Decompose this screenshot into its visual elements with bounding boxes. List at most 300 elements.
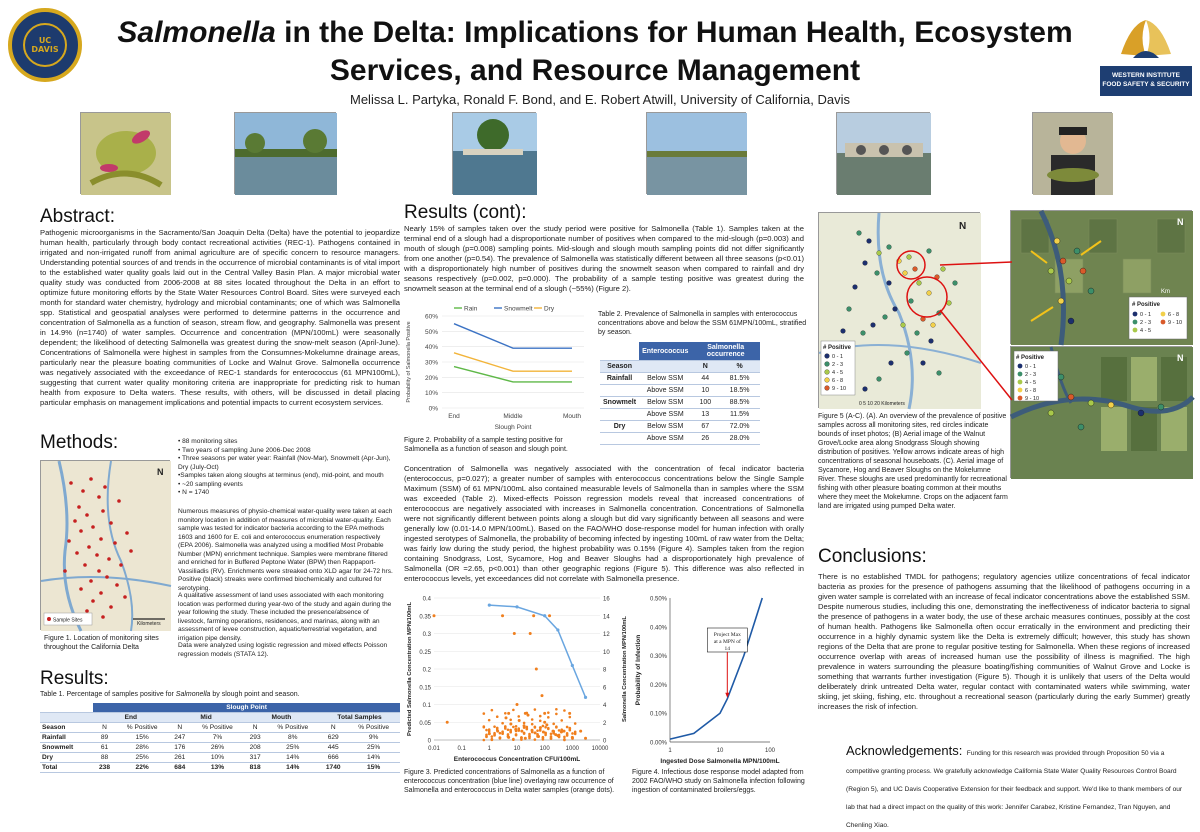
raw-sample-dot: [504, 716, 507, 719]
raw-sample-dot: [547, 728, 550, 731]
authors: Melissa L. Partyka, Ronald F. Bond, and E. Robert Atwill, University of California, Davis: [350, 92, 850, 107]
site-prevalence-marker: [913, 267, 918, 272]
raw-sample-dot: [534, 731, 537, 734]
table2-enterococcus-header: Enterococcus: [639, 342, 691, 361]
raw-sample-dot: [488, 730, 491, 733]
raw-sample-dot: [555, 708, 558, 711]
predicted-point: [515, 605, 518, 608]
raw-sample-dot: [493, 725, 496, 728]
raw-sample-dot: [529, 632, 532, 635]
y-axis-label: Predicted Salmonella Concentration MPN/100mL: [407, 601, 413, 737]
raw-sample-dot: [547, 711, 550, 714]
y-tick-label: 0.15: [419, 685, 431, 692]
raw-sample-dot: [560, 719, 563, 722]
raw-sample-dot: [560, 730, 563, 733]
methods-heading: Methods:: [40, 432, 119, 453]
raw-sample-dot: [491, 709, 494, 712]
raw-sample-dot: [483, 739, 486, 742]
y-tick-label: 30%: [424, 359, 438, 367]
farm-field: [1101, 407, 1127, 451]
raw-sample-dot: [552, 723, 555, 726]
y-axis-label: Probability of Salmonella Positive: [406, 321, 412, 403]
legend-label: 9 - 10: [1025, 396, 1040, 402]
site-prevalence-marker: [1054, 238, 1060, 244]
y-tick-label: 0.40%: [649, 625, 667, 632]
raw-sample-dot: [504, 712, 507, 715]
y-tick-label: 20%: [424, 374, 438, 382]
site-prevalence-marker: [907, 255, 912, 260]
raw-sample-dot: [558, 736, 561, 739]
sample-site-marker: [63, 569, 67, 573]
y2-tick-label: 12: [603, 632, 610, 638]
sample-site-marker: [109, 521, 113, 525]
raw-sample-dot: [517, 715, 520, 718]
raw-sample-dot: [520, 738, 523, 741]
raw-sample-dot: [535, 668, 538, 671]
site-prevalence-marker: [915, 331, 920, 336]
y-tick-label: 0.20%: [649, 682, 667, 689]
raw-sample-dot: [523, 732, 526, 735]
conclusions-text: There is no established TMDL for pathogens; regulatory agencies utilize concentrations of fecal indicator bacteria as proxies for the presence of pathogens assuming that the likelihood of pathogens occurring in a given water sample is correlated with an increase of fecal indicator concentrations above the established SSM. Despite numerous studies, including this one, demonstrating the ineffectiveness of indicator bacteria to signal the presence of pathogens in a water body, the use of these archaic measures continues, possibly at the cost of human health. Pathogens like Salmonella often occur erratically in the environment and predicting their occurrence in a highly dynamic system like the Delta is extremely difficult; however, this study has shown regions of the Delta that are prone to regular positive testing for Salmonella. When these regions of increased occurrence overlap with areas of increased human use the possibility of illness is magnified. The high prevalence in waters surrounding the pleasure boating/fishing communities of Walnut Grove and Locke is something that warrants further investigation (Figure 5). Though it is unlikely that users of the Delta would deliberately drink untreated Delta water, regular contact with contaminated waters while swimming, water skiing, jet skiing, fishing, etc. throughout a recreational season (particularly during the early Summer) greatly increases the risk of infection.: [818, 572, 1190, 711]
raw-sample-dot: [563, 709, 566, 712]
predicted-point: [543, 614, 546, 617]
table2: [600, 342, 760, 445]
raw-sample-dot: [516, 703, 519, 706]
figure4-caption: Figure 4. Infectious dose response model adapted from 2002 FAO/WHO study on Salmonella infection following ingestion of contaminated broilers/eggs.: [632, 769, 805, 794]
table-row: Dry 88 25% 261 10% 317 14% 666 14%: [40, 753, 400, 763]
legend-label: Dry: [544, 305, 555, 313]
north-arrow-icon: N: [1177, 217, 1184, 227]
raw-sample-dot: [509, 731, 512, 734]
raw-sample-dot: [515, 734, 518, 737]
sample-site-marker: [91, 525, 95, 529]
site-prevalence-marker: [861, 331, 866, 336]
site-prevalence-marker: [887, 281, 892, 286]
y-tick-label: 0: [427, 738, 431, 745]
table2-subheader-row: Season N %: [600, 361, 760, 373]
raw-sample-dot: [558, 729, 561, 732]
methods-para-1: Numerous measures of physio-chemical water-quality were taken at each monitory location in addition of measures of microbial water-quality. Each sample was tested for indicator bacteria according to the EPA methods 1603 and 1600 for E. coli and enterococcus enumeration respectively (EPA 2006). Salmonella was analyzed using a modified Most Probable Number (MPN) enrichment technique. Samples were membrane filtered and enriched for in Buffered Peptone Water (BPW) then Rappaport-Vassiliadis (RV). Enrichments were streaked onto XLD agar for 24-72 hrs. Positive (black) streaks were confirmed biochemically and cultured for serotyping.: [178, 508, 393, 592]
table-row: Rainfall Below SSM 44 81.5%: [600, 373, 760, 385]
raw-sample-dot: [574, 722, 577, 725]
x-tick-label: Middle: [503, 413, 523, 420]
sample-site-marker: [69, 481, 73, 485]
figure2-chart: [404, 300, 596, 432]
site-prevalence-marker: [1068, 394, 1074, 400]
x-tick-label: 0.01: [428, 746, 440, 752]
annotation-line: 14: [724, 646, 731, 652]
figure5c-aerial-mokelumne: [1010, 346, 1192, 478]
legend-label: 4 - 5: [1140, 328, 1152, 334]
y-axis-label: Probability of Infection: [635, 634, 642, 706]
annotation-line: at a MPN of: [713, 639, 741, 645]
sample-site-marker: [105, 575, 109, 579]
scale-label: 0 5 10 20 Kilometers: [859, 401, 905, 407]
site-prevalence-marker: [863, 387, 868, 392]
y2-tick-label: 10: [603, 649, 610, 656]
raw-sample-dot: [571, 737, 574, 740]
methods-para-2: A qualitative assessment of land uses associated with each monitoring location was performed during year-two of the study and again during the year following the study. These included the presence/absence of livestock, farming operations, residences, and marinas, along with an assessment of levee construction, aquatic/terrestrial vegetation, and irrigation pipe density.: [178, 592, 392, 642]
scale-label: Km: [1161, 289, 1170, 295]
y2-axis-label: Salmonella Concentration MPN/100mL: [622, 616, 628, 722]
raw-sample-dot: [446, 721, 449, 724]
raw-sample-dot: [539, 729, 542, 732]
site-prevalence-marker: [1088, 288, 1094, 294]
raw-sample-dot: [501, 732, 504, 735]
uc-davis-seal-logo: UC DAVIS: [8, 8, 82, 82]
sample-site-marker: [83, 563, 87, 567]
farm-field: [1161, 407, 1187, 451]
site-prevalence-marker: [1068, 318, 1074, 324]
raw-sample-dot: [509, 723, 512, 726]
sample-site-marker: [81, 489, 85, 493]
raw-sample-dot: [547, 716, 550, 719]
raw-sample-dot: [543, 721, 546, 724]
farm-field: [1131, 357, 1157, 401]
salmonella-micrograph-photo: [80, 112, 170, 194]
legend-label: 9 - 10: [1168, 320, 1183, 326]
raw-sample-dot: [566, 734, 569, 737]
raw-sample-dot: [544, 726, 547, 729]
legend-label: 0 - 1: [832, 354, 844, 360]
site-prevalence-marker: [927, 291, 932, 296]
table-row-total: Total 238 22% 684 13% 818 14% 1740 15%: [40, 763, 400, 773]
x-tick-label: 10000: [591, 746, 609, 752]
raw-sample-dot: [552, 732, 555, 735]
figure3-caption: Figure 3. Predicted concentrations of Salmonella as a function of enterococcus concentration (blue line) overlaying raw occurrence of Salmonella and enterococcus in Delta water samples (orange dots).: [404, 769, 615, 794]
raw-sample-dot: [536, 729, 539, 732]
monitoring-sites-map: [40, 460, 170, 630]
raw-sample-dot: [568, 712, 571, 715]
legend-title: # Positive: [823, 345, 852, 351]
figure5-caption: Figure 5 (A-C). (A). An overview of the prevalence of positive samples across all monitoring sites, red circles indicate bounds of inset photos; (B) Aerial image of the Walnut Grove/Locke area along Snodgrass Slough showing distribution of positives. Yellow arrows indicate areas of high concentrations of seasonal houseboats. (C). Aerial image of Sycamore, Hog and Beaver Sloughs on the Mokelumne River. These sloughs are used predominantly for recreational fishing with other pleasure boating common at their mouths where they meet the Mokelumne. Crops on the adjacent farm land are irrigated using pumped Delta water.: [818, 413, 1008, 510]
figure3-chart: [404, 590, 632, 776]
site-prevalence-marker: [889, 361, 894, 366]
raw-sample-dot: [499, 737, 502, 740]
y-tick-label: 0.4: [422, 596, 431, 603]
conclusions-heading: Conclusions:: [818, 546, 927, 567]
legend-swatch: [825, 362, 830, 367]
legend-title: # Positive: [1016, 355, 1045, 361]
legend-label: 0 - 1: [1025, 364, 1037, 370]
x-tick-label: 10: [716, 748, 724, 754]
y-tick-label: 0.25: [419, 649, 431, 656]
acknowledgements-heading: Acknowledgements:: [846, 743, 963, 758]
raw-sample-dot: [542, 738, 545, 741]
legend-swatch: [1161, 320, 1166, 325]
legend-swatch: [825, 386, 830, 391]
site-prevalence-marker: [871, 323, 876, 328]
site-prevalence-marker: [1058, 298, 1064, 304]
table-row: Rainfall 89 15% 247 7% 293 8% 629 9%: [40, 733, 400, 743]
raw-sample-dot: [548, 614, 551, 617]
sample-site-marker: [97, 495, 101, 499]
site-prevalence-marker: [927, 249, 932, 254]
raw-sample-dot: [496, 715, 499, 718]
results-cont-para-1: Nearly 15% of samples taken over the study period were positive for Salmonella (Table 1). Samples taken at the terminal end of a slough had a disproportionate number of positives when compared to the mid-slough (p=0.003) and mouth of slough (p=0.008) sampling points. Mid-slough and slough mouth sampling points did not differ significantly from one another (p=0.54). The prevalence of Salmonella was statistically different between all three seasons (p<0.01) with a disproportionately high number of positives during the snowmelt season when compared to rainfall and dry seasons respectively (p=0.002, p=0.000). The probability of a sample testing positive was greatest during the snowmelt season at the terminal end of a slough (~55%) (Figure 2).: [404, 224, 804, 293]
legend-swatch: [1133, 320, 1138, 325]
site-prevalence-marker: [929, 339, 934, 344]
x-tick-label: 0.1: [457, 746, 466, 752]
figure2-caption: Figure 2. Probability of a sample testing positive for Salmonella as a function of season and slough point.: [404, 437, 568, 453]
y-tick-label: 0.2: [422, 667, 431, 674]
raw-sample-dot: [534, 726, 537, 729]
raw-sample-dot: [543, 712, 546, 715]
raw-sample-dot: [566, 726, 569, 729]
legend-swatch: [1133, 312, 1138, 317]
sample-site-marker: [97, 569, 101, 573]
site-prevalence-marker: [1058, 374, 1064, 380]
sample-site-marker: [107, 557, 111, 561]
table-row: Above SSM 10 18.5%: [600, 385, 760, 397]
sample-site-marker: [89, 477, 93, 481]
raw-sample-dot: [493, 734, 496, 737]
y-tick-label: 60%: [424, 313, 438, 321]
raw-sample-dot: [520, 730, 523, 733]
y2-tick-label: 6: [603, 685, 607, 692]
methods-bullet: • N = 1740: [178, 489, 210, 496]
methods-bullet: •Samples taken along sloughs at terminus (end), mid-point, and mouth: [178, 472, 384, 479]
raw-sample-dot: [563, 739, 566, 742]
sample-site-marker: [99, 591, 103, 595]
map-legend-sites-label: Sample Sites: [53, 617, 83, 624]
raw-sample-dot: [491, 735, 494, 738]
sample-site-marker: [85, 609, 89, 613]
y2-tick-label: 16: [603, 596, 610, 603]
sample-site-marker: [103, 485, 107, 489]
raw-sample-dot: [512, 709, 515, 712]
raw-sample-dot: [523, 726, 526, 729]
legend-swatch: [1133, 328, 1138, 333]
raw-sample-dot: [518, 719, 521, 722]
poster-title: Salmonella in the Delta: Implications for Human Health, Ecosystem Services, and Resource Management: [117, 16, 1073, 87]
raw-sample-dot: [507, 733, 510, 736]
sample-site-marker: [73, 519, 77, 523]
raw-sample-dot: [563, 736, 566, 739]
methods-bullets: [178, 438, 393, 498]
site-prevalence-marker: [1060, 258, 1066, 264]
delta-river-photo: [646, 112, 746, 194]
raw-sample-dot: [501, 614, 504, 617]
y2-tick-label: 14: [603, 614, 610, 621]
sample-site-marker: [79, 587, 83, 591]
farm-field: [1161, 357, 1187, 401]
legend-label: 2 - 3: [1025, 372, 1037, 378]
site-prevalence-marker: [1108, 402, 1114, 408]
series-line-rain: [454, 367, 572, 382]
table1: [40, 703, 400, 773]
table-row: Dry Below SSM 67 72.0%: [600, 421, 760, 433]
x-axis-label: Ingested Dose Salmonella MPN/100mL: [660, 758, 780, 765]
sample-site-marker: [101, 615, 105, 619]
sample-site-marker: [129, 549, 133, 553]
site-prevalence-marker: [875, 271, 880, 276]
site-prevalence-marker: [1158, 404, 1164, 410]
farm-field: [1089, 219, 1117, 253]
raw-sample-dot: [571, 732, 574, 735]
dose-response-curve: [670, 598, 762, 739]
site-prevalence-marker: [1138, 410, 1144, 416]
raw-sample-dot: [499, 732, 502, 735]
results-cont-para-2: Concentration of Salmonella was negatively associated with the concentration of fecal indicator bacteria (enterococcus, p=0.027); a greater number of samples with enterococcus concentrations below the Single Sample Maximum (SSM) of 61 MPN/100mL also contained measurable levels of Salmonella than in samples where the SSM was exceeded (Table 2). Mixed-effects Poisson regression models reveal that increased concentrations of enterococcus are negatively associated with increases in Salmonella concentration. Concentrations of Salmonella were not significantly different between points along a slough but did vary significantly between all seasons and were generally low (0.01-14.0 MPN/100mL). Based on the FAO/WHO dose-response model for human infection with orally ingested serotypes of Salmonella, the probability of becoming infected by ingesting 100mL of raw water from the Delta; was fairly low during the study period, the highest probability was 0.15% (Figure 4). Samples taken from the region containing Snodgrass, Lost, Sycamore, Hog and Beaver Sloughs had a disproportionately high prevalence of Salmonella (OR =2.65, p<0.001) than other geographic regions (Figure 5). This difference was also reflected in enterococcus levels, yet exceedances did not correlate with Salmonella presence.: [404, 464, 804, 583]
site-prevalence-marker: [841, 329, 846, 334]
sample-site-marker: [109, 605, 113, 609]
raw-sample-dot: [526, 728, 529, 731]
methods-bullet: • 88 monitoring sites: [178, 438, 238, 445]
sample-site-marker: [75, 551, 79, 555]
raw-sample-dot: [483, 712, 486, 715]
y2-tick-label: 2: [603, 720, 607, 727]
sample-site-marker: [125, 531, 129, 535]
raw-sample-dot: [524, 737, 527, 740]
table-row: Above SSM 26 28.0%: [600, 433, 760, 445]
figure4-chart: [632, 590, 808, 766]
acknowledgements-text: Funding for this research was provided through Proposition 50 via a competitive granting process. We gratefully acknowledge California State Water Quality Resources Control Board (Region 5), and UC Davis Cooperative Extension for their feedback and support. We'd like to thank members of our lab that had a direct impact on the quality of this work: Jennifer Carabez, Kristine Fernandez, Tran Nguyen, and Chenling Xiao.: [846, 750, 1183, 829]
angler-with-fish-photo: [1032, 112, 1112, 194]
raw-sample-dot: [523, 722, 526, 725]
site-prevalence-marker: [1074, 248, 1080, 254]
site-prevalence-marker: [893, 307, 898, 312]
site-prevalence-marker: [1048, 410, 1054, 416]
site-prevalence-marker: [847, 307, 852, 312]
raw-sample-dot: [507, 712, 510, 715]
site-prevalence-marker: [883, 315, 888, 320]
sample-site-marker: [115, 583, 119, 587]
raw-sample-dot: [569, 729, 572, 732]
sample-site-marker: [87, 545, 91, 549]
raw-sample-dot: [555, 726, 558, 729]
site-prevalence-marker: [931, 323, 936, 328]
site-prevalence-marker: [909, 299, 914, 304]
table2-salmonella-header: Salmonella occurrence: [691, 342, 760, 361]
table-row: Above SSM 13 11.5%: [600, 409, 760, 421]
raw-sample-dot: [532, 614, 535, 617]
site-prevalence-marker: [877, 377, 882, 382]
y-tick-label: 0.00%: [649, 740, 667, 747]
raw-sample-dot: [542, 736, 545, 739]
x-tick-label: 1000: [565, 746, 580, 752]
x-tick-label: 1: [668, 748, 672, 754]
abstract-text: Pathogenic microorganisms in the Sacramento/San Joaquin Delta (Delta) have the potential to jeopardize human health, particularly through body contact recreational activities (REC-1). Pathogens contained in irrigated and non-irrigated runoff from animal agriculture are of specific concern to resource managers. Understanding potential sources of and trends in the occurrence of microbial contaminants is of vital import to the established water quality goals laid out in the Central Valley Basin Plan. A major microbial water quality study was conducted from 2006-2008 at 88 sites located throughout the Delta in an effort to optimize future monitoring efforts by the State Water Resources Control Board. Sites were surveyed each month for standard water chemistry, hydrology and microbial contaminants; one of which was Salmonella spp. Statistical and geospatial analyses were performed to determine patterns in the occurrence and concentration of Salmonella as a function of season, stream flow, and geography. Salmonella was present in 14.9% (n=1740) of water samples. Occurrence and concentration (MPN/100mL) were seasonally dependent; the likelihood of detecting Salmonella was greatest during the snow-melt season (April-June). Concentrations of Salmonella were highest in samples from the Consumnes-Mokelumne drainage areas, particularly near the pleasure boating communities of Locke and Walnut Grove. Salmonella occurrence was negatively associated with the exceedance of REC-1 standards for enterococcus (61 MPN100mL), suggesting that current water quality monitoring criteria are inappropriate for predicting risk to human health from exposure to Delta waters. These results, with others, will be discussed in detail placing particular emphasis on management implications and potential impacts to current ecosystem services.: [40, 228, 400, 407]
raw-sample-dot: [515, 730, 518, 733]
pump-station-photo: [836, 112, 930, 194]
predicted-point: [556, 628, 559, 631]
site-prevalence-marker: [903, 271, 908, 276]
x-axis-label: Enterococcus Concentration CFU/100mL: [453, 756, 581, 763]
raw-sample-dot: [531, 731, 534, 734]
y-tick-label: 0.1: [422, 703, 431, 709]
raw-sample-dot: [504, 727, 507, 730]
raw-sample-dot: [531, 723, 534, 726]
table1-header: Slough Point: [93, 703, 400, 713]
raw-sample-dot: [485, 729, 488, 732]
y2-tick-label: 4: [603, 703, 607, 709]
sample-site-marker: [123, 595, 127, 599]
abstract-heading: Abstract:: [40, 206, 115, 227]
sample-site-marker: [95, 553, 99, 557]
inset-connector-lines: [940, 240, 1020, 420]
x-tick-label: End: [448, 413, 460, 420]
legend-label: Snowmelt: [504, 305, 533, 313]
predicted-point: [584, 696, 587, 699]
raw-sample-dot: [433, 614, 436, 617]
y-tick-label: 50%: [424, 328, 438, 336]
raw-sample-dot: [534, 738, 537, 741]
methods-bullet: • Two years of sampling June 2006-Dec 2008: [178, 446, 311, 454]
annotation-line: Project Max: [713, 632, 741, 638]
x-tick-label: 100: [764, 748, 776, 754]
delta-marina-photo: [452, 112, 536, 194]
raw-sample-dot: [512, 738, 515, 741]
y-tick-label: 10%: [424, 390, 438, 398]
raw-sample-dot: [485, 736, 488, 739]
legend-label: 2 - 3: [832, 362, 844, 368]
raw-sample-dot: [488, 719, 491, 722]
site-prevalence-marker: [1066, 278, 1072, 284]
raw-sample-dot: [501, 722, 504, 725]
results-cont-heading: Results (cont):: [404, 202, 527, 223]
raw-sample-dot: [542, 725, 545, 728]
y2-tick-label: 8: [603, 667, 607, 674]
raw-sample-dot: [539, 715, 542, 718]
y-tick-label: 0.35: [419, 614, 431, 621]
x-axis-label: Slough Point: [494, 424, 532, 431]
sample-site-marker: [119, 563, 123, 567]
raw-sample-dot: [536, 735, 539, 738]
wifss-logo: WESTERN INSTITUTE FOOD SAFETY & SECURITY: [1100, 10, 1192, 96]
methods-bullet: • ~20 sampling events: [178, 480, 243, 488]
legend-swatch: [825, 378, 830, 383]
sample-site-marker: [101, 509, 105, 513]
raw-sample-dot: [496, 729, 499, 732]
legend-swatch: [825, 370, 830, 375]
raw-sample-dot: [531, 718, 534, 721]
north-arrow-icon: N: [1177, 353, 1184, 363]
legend-label: 2 - 3: [1140, 320, 1152, 326]
sample-site-marker: [117, 499, 121, 503]
table-row: Snowmelt 61 28% 176 26% 208 25% 445 25%: [40, 743, 400, 753]
figure1-caption: Figure 1. Location of monitoring sites throughout the California Delta: [44, 635, 159, 651]
y-tick-label: 0.3: [422, 632, 431, 638]
raw-sample-dot: [550, 732, 553, 735]
site-prevalence-marker: [905, 351, 910, 356]
table2-caption: Table 2. Prevalence of Salmonella in samples with enterococcus concentrations above and below the SSM 61MPN/100mL, stratified by season.: [598, 311, 807, 336]
raw-sample-dot: [545, 723, 548, 726]
site-prevalence-marker: [863, 261, 868, 266]
legend-title: # Positive: [1132, 302, 1161, 308]
y-tick-label: 0.10%: [649, 711, 667, 718]
raw-sample-dot: [555, 713, 558, 716]
legend-label: 4 - 5: [832, 370, 844, 376]
raw-sample-dot: [574, 733, 577, 736]
sample-site-marker: [85, 513, 89, 517]
predicted-point: [488, 604, 491, 607]
predicted-point: [571, 664, 574, 667]
site-prevalence-marker: [877, 251, 882, 256]
site-prevalence-marker: [1080, 268, 1086, 274]
site-prevalence-marker: [887, 245, 892, 250]
legend-label: 9 - 10: [832, 386, 847, 392]
sample-site-marker: [113, 541, 117, 545]
table1-caption: Table 1. Percentage of samples positive for Salmonella by slough point and season.: [40, 691, 300, 698]
series-line-snowmelt: [454, 324, 572, 349]
raw-sample-dot: [513, 632, 516, 635]
x-tick-label: Mouth: [562, 413, 582, 420]
site-prevalence-marker: [917, 281, 922, 286]
y-tick-label: 0.50%: [649, 596, 667, 603]
raw-sample-dot: [539, 719, 542, 722]
raw-sample-dot: [509, 719, 512, 722]
